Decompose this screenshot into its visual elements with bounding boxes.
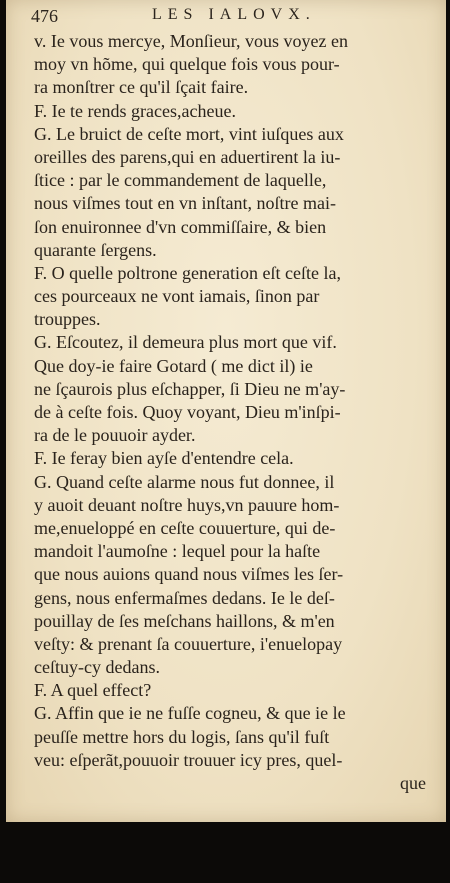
text-line: F. O quelle poltrone generation eſt ceſte la, xyxy=(34,262,341,283)
text-line: moy vn hõme, qui quelque fois vous pour- xyxy=(34,54,340,75)
book-page xyxy=(6,0,446,822)
text-line: G. Affin que ie ne fuſſe cogneu, & que ie le xyxy=(34,703,346,724)
text-line: F. Ie te rends graces,acheue. xyxy=(34,100,236,121)
text-line: ne ſçaurois plus eſchapper, ſi Dieu ne m'ay- xyxy=(34,378,346,399)
running-head: LES IALOVX. xyxy=(152,6,316,23)
text-line: G. Quand ceſte alarme nous fut donnee, il xyxy=(34,471,335,492)
text-line: ceſtuy-cy dedans. xyxy=(34,657,160,678)
text-line: ſtice : par le commandement de laquelle, xyxy=(34,170,327,191)
text-line: ſon enuironnee d'vn commiſſaire, & bien xyxy=(34,216,327,237)
text-line: me,enueloppé en ceſte couuerture, qui de- xyxy=(34,517,336,538)
text-line: pouillay de ſes meſchans haillons, & m'en xyxy=(34,610,335,631)
text-line: veſty: & prenant ſa couuerture, i'enuelopay xyxy=(34,633,343,654)
catchword: que xyxy=(400,773,426,793)
text-line: ra de le pouuoir ayder. xyxy=(34,425,196,446)
text-line: gens, nous enfermaſmes dedans. Ie le deſ- xyxy=(34,587,335,608)
text-line: F. Ie feray bien ayſe d'entendre cela. xyxy=(34,448,294,469)
text-line: ces pourceaux ne vont iamais, ſinon par xyxy=(34,286,320,307)
text-line: v. Ie vous mercye, Monſieur, vous voyez en xyxy=(34,31,349,51)
text-line: G. Le bruict de ceſte mort, vint iuſques aux xyxy=(34,123,344,144)
text-line: que nous auions quand nous viſmes les ſer- xyxy=(34,564,344,585)
text-line: G. Eſcoutez, il demeura plus mort que vif. xyxy=(34,332,337,353)
text-line: quarante ſergens. xyxy=(34,239,157,260)
text-line: mandoit l'aumoſne : lequel pour la haſte xyxy=(34,541,321,562)
text-line: oreilles des parens,qui en aduertirent la iu- xyxy=(34,146,341,167)
page-number: 476 xyxy=(31,6,58,26)
text-line: de à ceſte fois. Quoy voyant, Dieu m'inſpi- xyxy=(34,402,341,422)
text-line: nous viſmes tout en vn inſtant, noſtre mai- xyxy=(34,193,336,214)
text-line: trouppes. xyxy=(34,309,101,330)
text-line: y auoit deuant noſtre huys,vn pauure hom- xyxy=(34,494,340,515)
text-line: F. A quel effect? xyxy=(34,680,152,701)
text-block xyxy=(34,30,426,795)
text-line: ra monſtrer ce qu'il ſçait faire. xyxy=(34,77,249,98)
page-header xyxy=(6,4,446,30)
text-line: veu: eſperãt,pouuoir trouuer icy pres, quel- xyxy=(34,749,343,770)
background-below-page xyxy=(0,822,450,883)
text-line: peuſſe mettre hors du logis, ſans qu'il fuſt xyxy=(34,726,330,747)
text-line: Que doy-ie faire Gotard ( me dict il) ie xyxy=(34,355,313,376)
